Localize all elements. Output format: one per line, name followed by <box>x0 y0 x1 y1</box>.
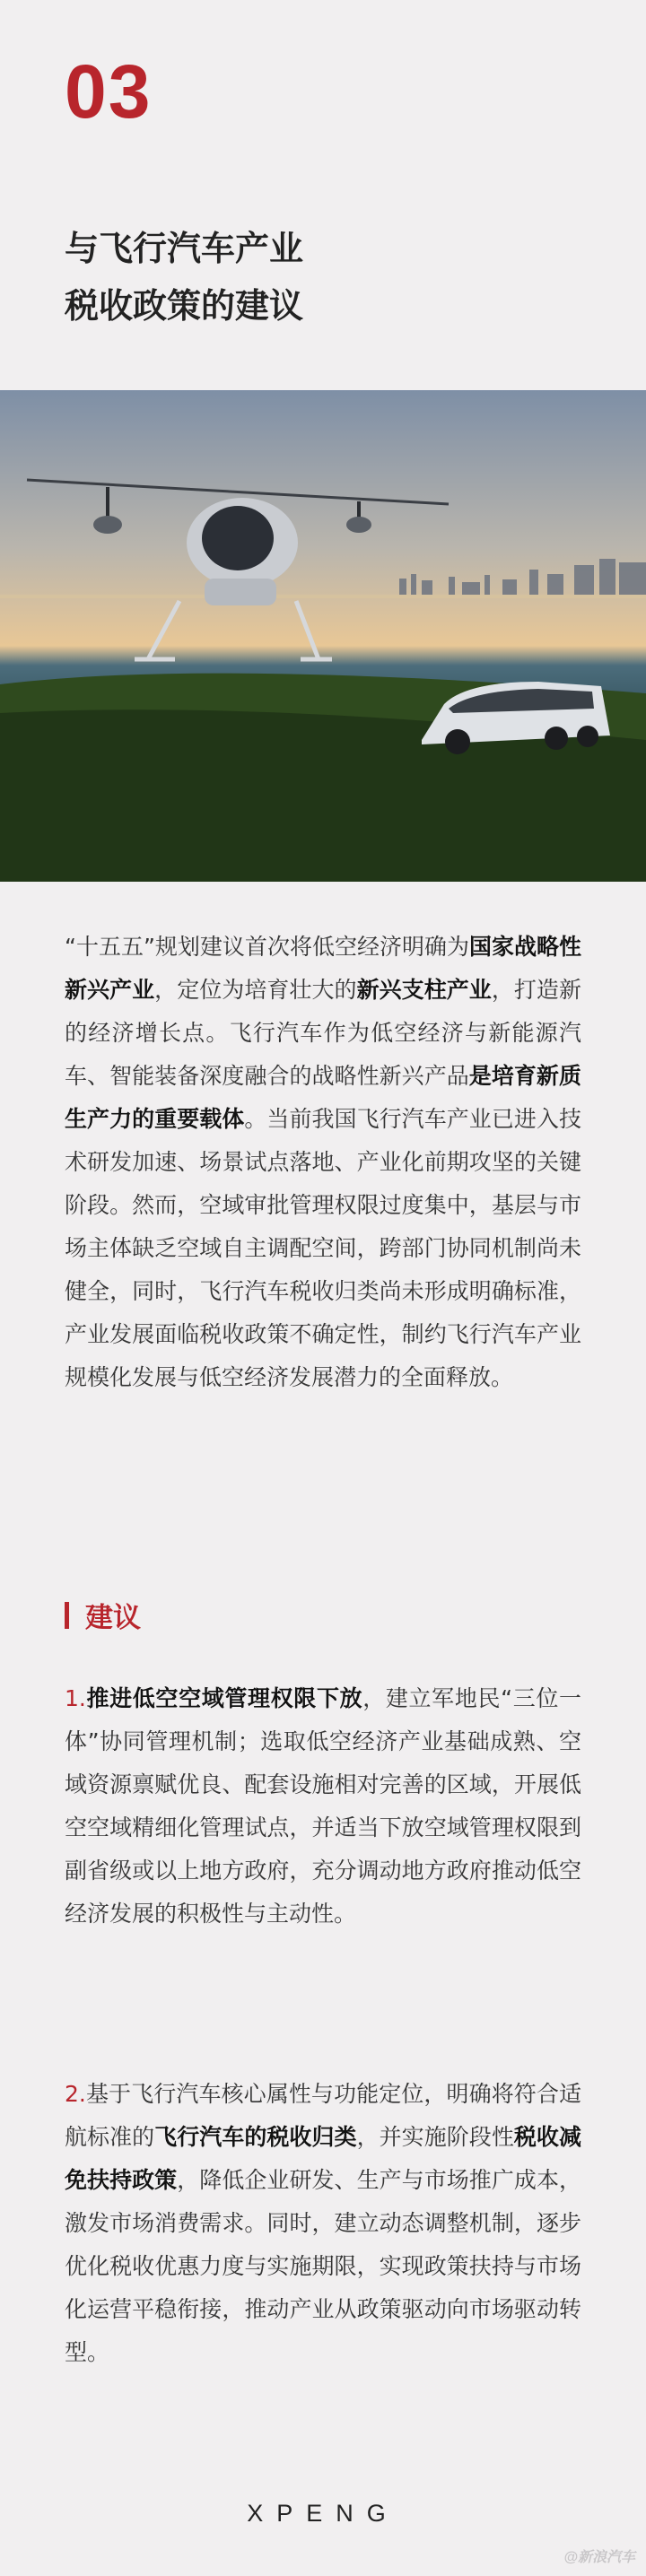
section-number: 03 <box>65 49 153 134</box>
watermark: @新浪汽车 <box>563 2550 635 2565</box>
suggestion-emphasis: 飞行汽车的税收归类 <box>154 2124 357 2150</box>
suggestion-item-2 <box>65 2073 581 2374</box>
intro-emphasis: 是培育新质生产力的重要载体 <box>65 1063 581 1132</box>
suggestion-emphasis: 税收减免扶持政策 <box>65 2124 581 2193</box>
suggestion-emphasis: 推进低空空域管理权限下放 <box>85 1685 363 1711</box>
suggestion-text: ，建立军地民“三位一体”协同管理机制；选取低空经济产业基础成熟、空域资源禀赋优良、配套设施相对完善的区域，开展低空空域精细化管理试点，并适当下放空域管理权限到副省级或以上地方政府，充分调动地方政府推动低空经济发展的积极性与主动性。 <box>65 1685 582 1927</box>
intro-emphasis: 新兴支柱产业 <box>356 977 492 1003</box>
hero-photo-flying-car <box>0 390 646 882</box>
title-line-1: 与飞行汽车产业 <box>65 229 304 268</box>
intro-text: ，打造新的经济增长点。飞行汽车作为低空经济与新能源汽车、智能装备深度融合的战略性新兴产品 <box>65 977 581 1089</box>
city-skyline <box>399 559 646 595</box>
page-title <box>65 220 303 335</box>
suggestion-text: ，降低企业研发、生产与市场推广成本，激发市场消费需求。同时，建立动态调整机制，逐步优化税收优惠力度与实施期限，实现政策扶持与市场化运营平稳衔接，推动产业从政策驱动向市场驱动转型。 <box>65 2167 581 2365</box>
intro-emphasis: 国家战略性新兴产业 <box>65 934 581 1003</box>
title-line-2: 税收政策的建议 <box>65 286 304 326</box>
suggestion-text: 基于飞行汽车核心属性与功能定位，明确将符合适航标准的 <box>65 2081 581 2150</box>
suggestions-heading-text: 建议 <box>85 1602 141 1634</box>
xpeng-logo: XPENG <box>247 2500 399 2527</box>
suggestion-text: ，并实施阶段性 <box>356 2124 514 2150</box>
intro-text: “十五五”规划建议首次将低空经济明确为 <box>65 934 469 960</box>
intro-text: 。当前我国飞行汽车产业已进入技术研发加速、场景试点落地、产业化前期攻坚的关键阶段。然而，空域审批管理权限过度集中，基层与市场主体缺乏空域自主调配空间，跨部门协同机制尚未健全，同时，飞行汽车税收归类尚未形成明确标准，产业发展面临税收政策不确定性，制约飞行汽车产业规模化发展与低空经济发展潜力的全面释放。 <box>65 1106 581 1390</box>
suggestion-number: 1. <box>65 1685 86 1711</box>
hero-illustration <box>0 390 646 882</box>
suggestion-item-1 <box>65 1677 581 1936</box>
heading-accent-bar <box>65 1602 69 1629</box>
intro-text: ，定位为培育壮大的 <box>154 977 357 1003</box>
suggestion-number: 2. <box>65 2081 86 2107</box>
suggestions-heading <box>65 1595 141 1635</box>
intro-paragraph <box>65 926 581 1399</box>
flying-vehicle <box>27 480 449 659</box>
